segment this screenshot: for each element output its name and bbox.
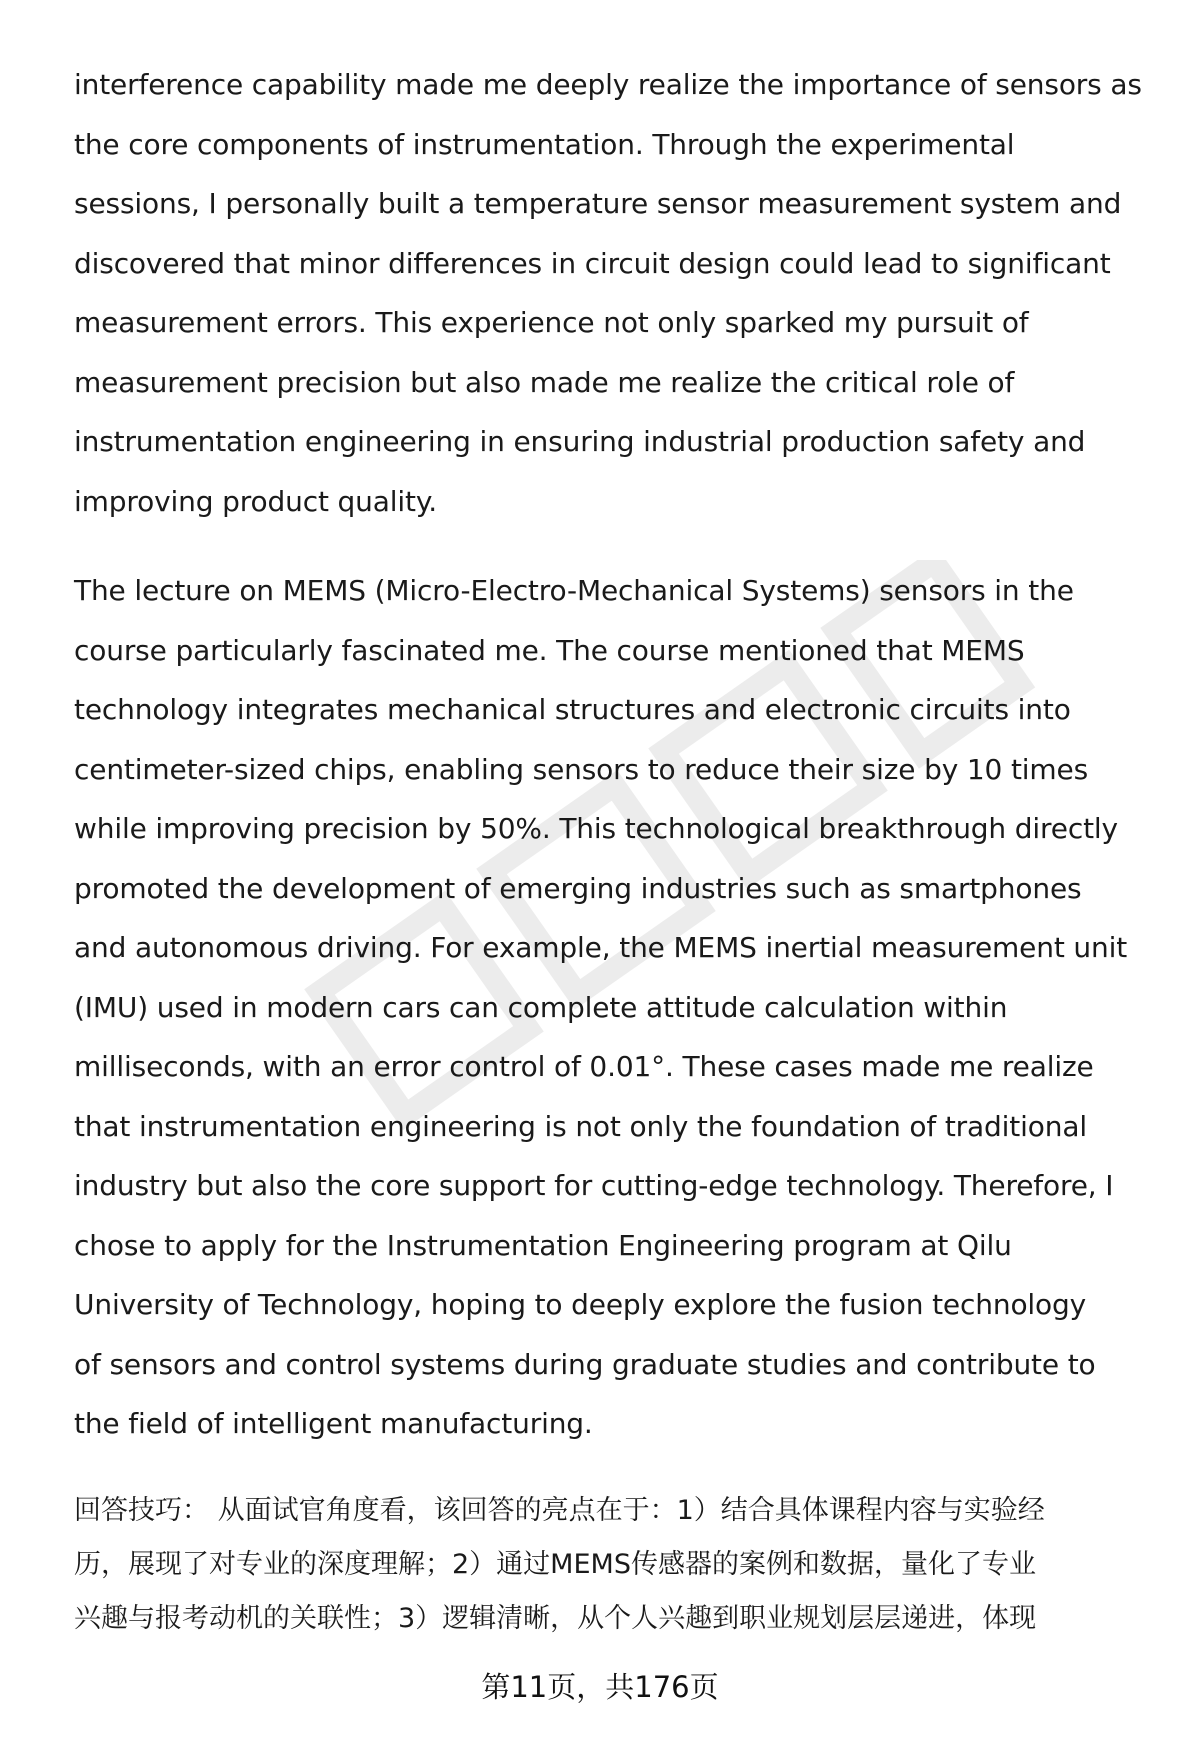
- text-line: The lecture on MEMS (Micro-Electro-Mechanical Systems) sensors in the: [74, 574, 1074, 607]
- text-line: technology integrates mechanical structures and electronic circuits into: [74, 693, 1071, 726]
- text-line: discovered that minor differences in circuit design could lead to significant: [74, 246, 1111, 280]
- text-line: 兴趣与报考动机的关联性；3）逻辑清晰，从个人兴趣到职业规划层层递进，体现: [74, 1602, 1037, 1634]
- text-line: chose to apply for the Instrumentation Engineering program at Qilu: [74, 1228, 1012, 1262]
- text-line: sessions, I personally built a temperature sensor measurement system and: [74, 187, 1122, 220]
- text-line: course particularly fascinated me. The course mentioned that MEMS: [74, 633, 1025, 667]
- text-line: instrumentation engineering in ensuring industrial production safety and: [74, 425, 1086, 458]
- text-line: the field of intelligent manufacturing.: [74, 1407, 593, 1440]
- text-line: 回答技巧： 从面试官角度看，该回答的亮点在于：1）结合具体课程内容与实验经: [74, 1494, 1045, 1526]
- text-line: industry but also the core support for cutting-edge technology. Therefore, I: [74, 1169, 1114, 1202]
- text-line: (IMU) used in modern cars can complete attitude calculation within: [74, 990, 1008, 1024]
- paragraph-2: [74, 561, 1160, 1454]
- text-line: measurement errors. This experience not only sparked my pursuit of: [74, 306, 1029, 339]
- text-line: the core components of instrumentation. Through the experimental: [74, 127, 1015, 161]
- text-line: measurement precision but also made me realize the critical role of: [74, 365, 1015, 399]
- text-line: and autonomous driving. For example, the MEMS inertial measurement unit: [74, 931, 1128, 964]
- text-line: interference capability made me deeply realize the importance of sensors as: [74, 68, 1142, 101]
- text-line: improving product quality.: [74, 484, 438, 518]
- text-line: that instrumentation engineering is not only the foundation of traditional: [74, 1109, 1087, 1143]
- text-line: centimeter-sized chips, enabling sensors to reduce their size by 10 times: [74, 752, 1089, 786]
- text-line: while improving precision by 50%. This technological breakthrough directly: [74, 812, 1118, 845]
- page-number-footer: 第11页，共176页: [481, 1670, 719, 1704]
- text-line: 历，展现了对专业的深度理解；2）通过MEMS传感器的案例和数据，量化了专业: [74, 1548, 1036, 1580]
- text-line: milliseconds, with an error control of 0.01°. These cases made me realize: [74, 1050, 1094, 1083]
- text-line: promoted the development of emerging industries such as smartphones: [74, 871, 1082, 905]
- answer-tips: [74, 1484, 1160, 1646]
- paragraph-1: [74, 55, 1160, 531]
- text-line: University of Technology, hoping to deeply explore the fusion technology: [74, 1288, 1087, 1321]
- text-line: of sensors and control systems during graduate studies and contribute to: [74, 1347, 1096, 1381]
